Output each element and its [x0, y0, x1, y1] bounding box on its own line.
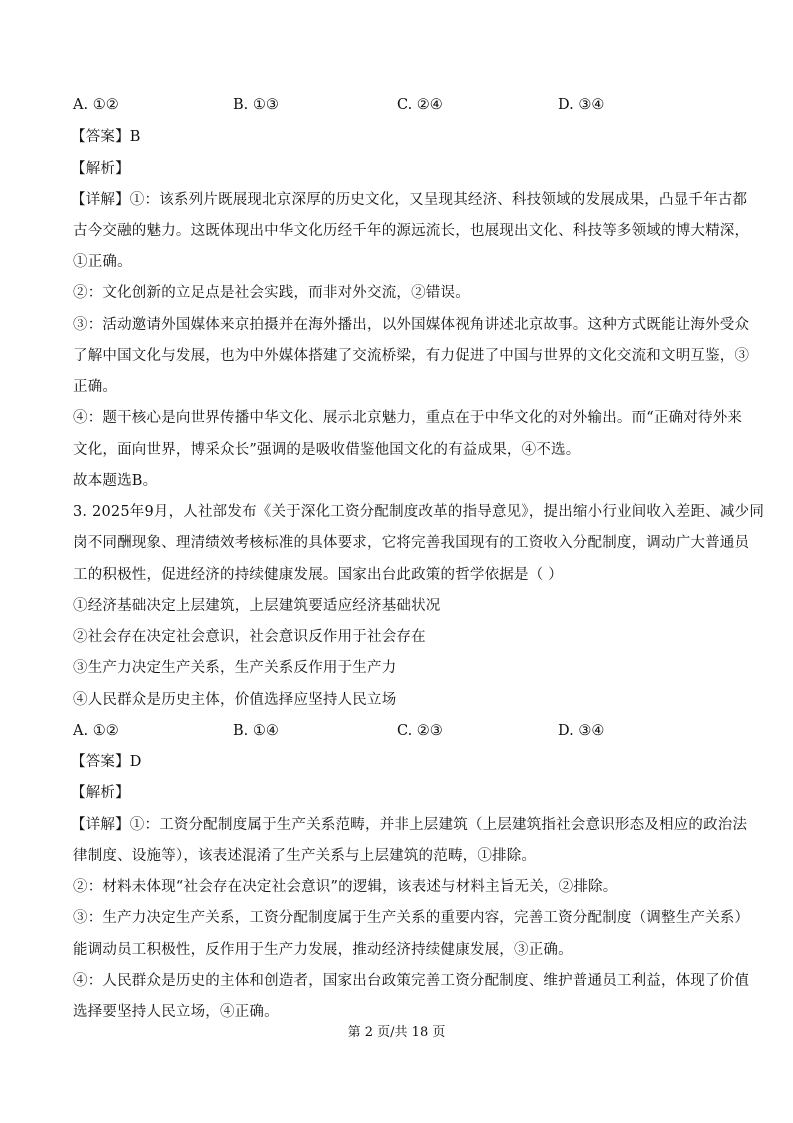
q3-option-a: A. ①②: [73, 723, 119, 739]
q2-conclusion: 故本题选B。: [73, 473, 158, 489]
page-footer: 第 2 页/共 18 页: [347, 1025, 446, 1040]
q3-analysis-label: 【解析】: [71, 785, 130, 801]
q2-analysis-line: ④：题干核心是向世界传播中华文化、展示北京魅力，重点在于中华文化的对外输出。而“正确对待外来: [73, 410, 743, 426]
q3-analysis-line: ④：人民群众是历史的主体和创造者，国家出台政策完善工资分配制度、维护普通员工利益，体现了价值: [73, 973, 750, 989]
q3-choice: ①经济基础决定上层建筑，上层建筑要适应经济基础状况: [73, 598, 441, 614]
q3-analysis-line: ②：材料未体现“社会存在决定社会意识”的逻辑，该表述与材料主旨无关，②排除。: [73, 879, 618, 895]
q2-option-d: D. ③④: [558, 97, 605, 113]
q2-analysis-line: ①正确。: [73, 254, 132, 270]
q2-analysis-line: ③：活动邀请外国媒体来京拍摄并在海外播出，以外国媒体视角讲述北京故事。这种方式既能让海外受众: [73, 317, 750, 333]
q2-analysis-line: 文化，面向世界，博采众长”强调的是吸收借鉴他国文化的有益成果，④不选。: [73, 442, 581, 458]
q3-choice: ④人民群众是历史主体，价值选择应坚持人民立场: [73, 692, 397, 708]
q3-stem-line: 工的积极性，促进经济的持续健康发展。国家出台此政策的哲学依据是（ ）: [73, 567, 563, 583]
q2-analysis-line: 古今交融的魅力。这既体现出中华文化历经千年的源远流长，也展现出文化、科技等多领域的博大精深，: [73, 223, 750, 239]
q2-analysis-line: 了解中国文化与发展，也为中外媒体搭建了交流桥梁，有力促进了中国与世界的文化交流和文明互鉴，③: [73, 348, 750, 364]
q3-analysis-line: 律制度、设施等），该表述混淆了生产关系与上层建筑的范畴，①排除。: [73, 848, 537, 864]
q3-option-c: C. ②③: [397, 723, 443, 739]
q3-stem-line: 3. 2025年9月，人社部发布《关于深化工资分配制度改革的指导意见》，提出缩小行业间收入差距、减少同: [73, 504, 765, 520]
q2-answer: 【答案】B: [71, 129, 141, 145]
q3-analysis-line: 选择要坚持人民立场，④正确。: [73, 1004, 279, 1020]
q2-option-b: B. ①③: [233, 97, 279, 113]
q2-option-c: C. ②④: [397, 97, 443, 113]
q3-choice: ②社会存在决定社会意识，社会意识反作用于社会存在: [73, 629, 426, 645]
q3-analysis-line: ③：生产力决定生产关系，工资分配制度属于生产关系的重要内容，完善工资分配制度（调整生产关系）: [73, 910, 750, 926]
q3-answer: 【答案】D: [71, 754, 142, 770]
q2-option-a: A. ①②: [73, 97, 119, 113]
q2-analysis-line: ②：文化创新的立足点是社会实践，而非对外交流，②错误。: [73, 285, 470, 301]
q2-analysis-line: 正确。: [73, 379, 118, 395]
q3-option-b: B. ①④: [233, 723, 279, 739]
q3-analysis-line: 【详解】①：工资分配制度属于生产关系范畴，并非上层建筑（上层建筑指社会意识形态及相应的政治法: [71, 817, 748, 833]
q2-analysis-label: 【解析】: [71, 161, 130, 177]
q3-option-d: D. ③④: [558, 723, 605, 739]
q2-analysis-line: 【详解】①：该系列片既展现北京深厚的历史文化，又呈现其经济、科技领域的发展成果，凸显千年古都: [71, 192, 748, 208]
q3-choice: ③生产力决定生产关系，生产关系反作用于生产力: [73, 660, 397, 676]
q3-stem-line: 岗不同酬现象、理清绩效考核标准的具体要求，它将完善我国现有的工资收入分配制度，调动广大普通员: [73, 535, 750, 551]
q3-analysis-line: 能调动员工积极性，反作用于生产力发展，推动经济持续健康发展，③正确。: [73, 942, 573, 958]
